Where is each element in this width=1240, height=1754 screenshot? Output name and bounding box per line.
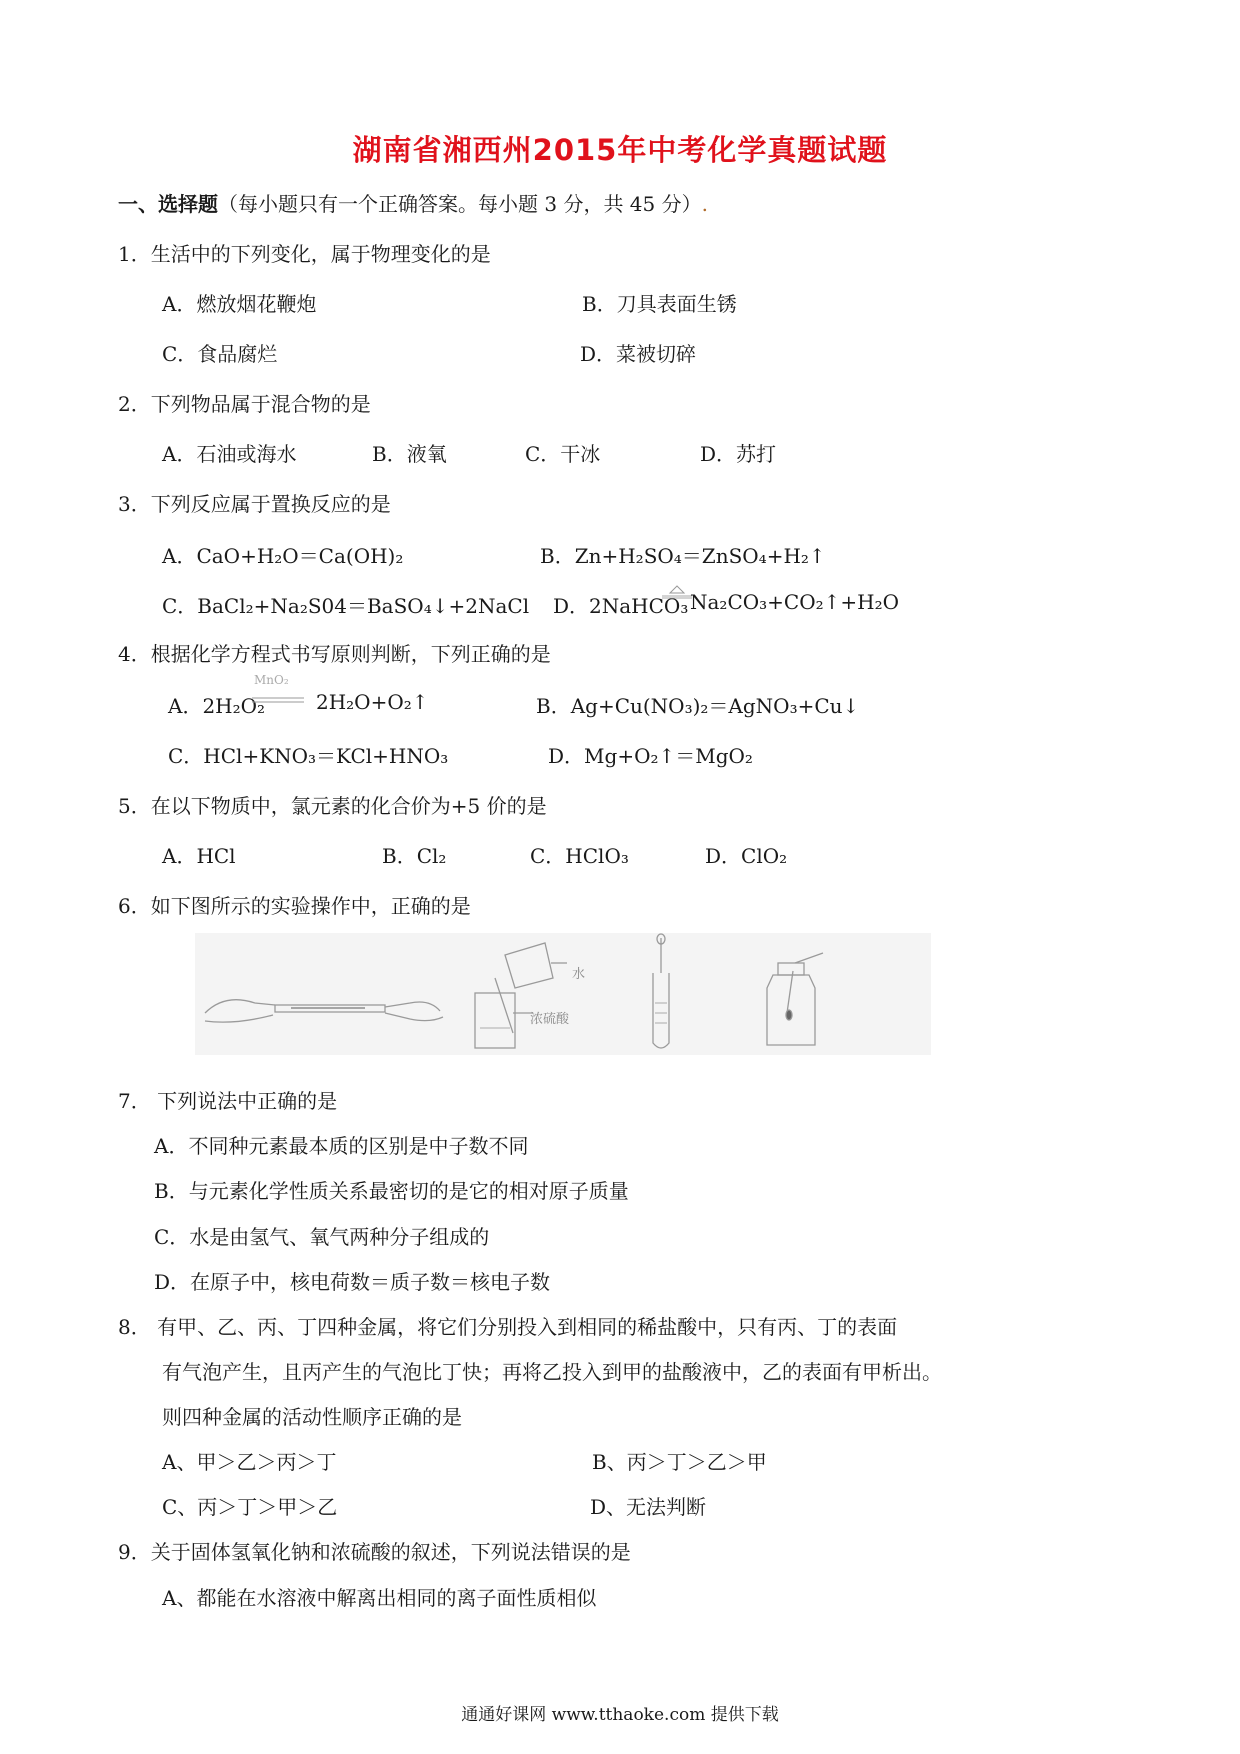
q2-option-c: C．干冰 — [525, 442, 601, 466]
q1-option-c: C．食品腐烂 — [162, 342, 278, 366]
q1-option-b: B．刀具表面生锈 — [582, 292, 737, 316]
question-3-stem: 3．下列反应属于置换反应的是 — [118, 492, 391, 516]
figure-a-horizontal-tube — [205, 1000, 443, 1022]
q3-option-b: B．Zn+H₂SO₄＝ZnSO₄+H₂↑ — [540, 544, 826, 568]
question-8-stem-line-1: 8． 有甲、乙、丙、丁四种金属，将它们分别投入到相同的稀盐酸中，只有丙、丁的表面 — [118, 1315, 898, 1339]
q4-option-b: B．Ag+Cu(NO₃)₂＝AgNO₃+Cu↓ — [536, 694, 860, 718]
q5-option-b: B．Cl₂ — [382, 844, 447, 868]
question-8-stem-line-3: 则四种金属的活动性顺序正确的是 — [162, 1405, 462, 1429]
q1-option-a: A．燃放烟花鞭炮 — [162, 292, 317, 316]
q4-option-d: D．Mg+O₂↑＝MgO₂ — [548, 744, 753, 768]
section-note: （每小题只有一个正确答案。每小题 3 分，共 45 分） — [218, 192, 702, 216]
figure-c-dropper-tube — [653, 934, 669, 1048]
q9-option-a: A、都能在水溶液中解离出相同的离子面性质相似 — [162, 1586, 597, 1610]
section-heading — [118, 188, 708, 217]
section-label: 一、选择题 — [118, 192, 218, 216]
q4-option-a: A．2H₂O₂ — [168, 694, 266, 718]
q7-option-c: C．水是由氢气、氧气两种分子组成的 — [154, 1225, 490, 1249]
q7-option-b: B．与元素化学性质关系最密切的是它的相对原子质量 — [154, 1179, 629, 1203]
page-title: 湖南省湘西州2015年中考化学真题试题 — [352, 133, 888, 167]
question-7-stem: 7． 下列说法中正确的是 — [118, 1089, 338, 1113]
q8-option-c: C、丙＞丁＞甲＞乙 — [162, 1495, 338, 1519]
experiment-figures — [195, 933, 931, 1055]
question-6-stem: 6．如下图所示的实验操作中，正确的是 — [118, 894, 471, 918]
reaction-arrow — [252, 690, 304, 700]
q8-option-b: B、丙＞丁＞乙＞甲 — [592, 1450, 767, 1474]
stray-mark: . — [701, 192, 708, 216]
question-1-stem: 1．生活中的下列变化，属于物理变化的是 — [118, 242, 491, 266]
q2-option-a: A．石油或海水 — [162, 442, 297, 466]
q8-option-d: D、无法判断 — [590, 1495, 707, 1519]
figure-label-conc-sulfuric-acid: 浓硫酸 — [530, 1012, 570, 1027]
q2-option-d: D．苏打 — [700, 442, 777, 466]
q5-option-c: C．HClO₃ — [530, 844, 629, 868]
q4-option-c: C．HCl+KNO₃＝KCl+HNO₃ — [168, 744, 449, 768]
q3-option-d: D．2NaHCO₃ — [553, 594, 689, 618]
heat-condition-mark — [660, 584, 694, 598]
question-4-stem: 4．根据化学方程式书写原则判断，下列正确的是 — [118, 642, 551, 666]
q3-option-a: A．CaO+H₂O＝Ca(OH)₂ — [162, 544, 404, 568]
figure-b-beaker-pour — [475, 943, 570, 1048]
figure-label-water: 水 — [572, 967, 586, 982]
q4-option-a-products: 2H₂O+O₂↑ — [316, 690, 429, 714]
question-9-stem: 9．关于固体氢氧化钠和浓硫酸的叙述，下列说法错误的是 — [118, 1540, 631, 1564]
question-8-stem-line-2: 有气泡产生，且丙产生的气泡比丁快；再将乙投入到甲的盐酸液中，乙的表面有甲析出。 — [162, 1360, 942, 1384]
q2-option-b: B．液氧 — [372, 442, 447, 466]
figure-d-bottle — [767, 953, 823, 1045]
question-5-stem: 5．在以下物质中，氯元素的化合价为+5 价的是 — [118, 794, 547, 818]
question-2-stem: 2．下列物品属于混合物的是 — [118, 392, 371, 416]
page-footer: 通通好课网 www.tthaoke.com 提供下载 — [461, 1705, 779, 1725]
q1-option-d: D．菜被切碎 — [580, 342, 697, 366]
q5-option-a: A．HCl — [162, 844, 236, 868]
q8-option-a: A、甲＞乙＞丙＞丁 — [162, 1450, 337, 1474]
q5-option-d: D．ClO₂ — [705, 844, 788, 868]
q3-option-d-products: Na₂CO₃+CO₂↑+H₂O — [690, 590, 900, 614]
q7-option-a: A．不同种元素最本质的区别是中子数不同 — [154, 1134, 529, 1158]
q7-option-d: D．在原子中，核电荷数＝质子数＝核电子数 — [154, 1270, 551, 1294]
q3-option-c: C．BaCl₂+Na₂S04＝BaSO₄↓+2NaCl — [162, 594, 530, 618]
catalyst-label: MnO₂ — [254, 673, 289, 687]
